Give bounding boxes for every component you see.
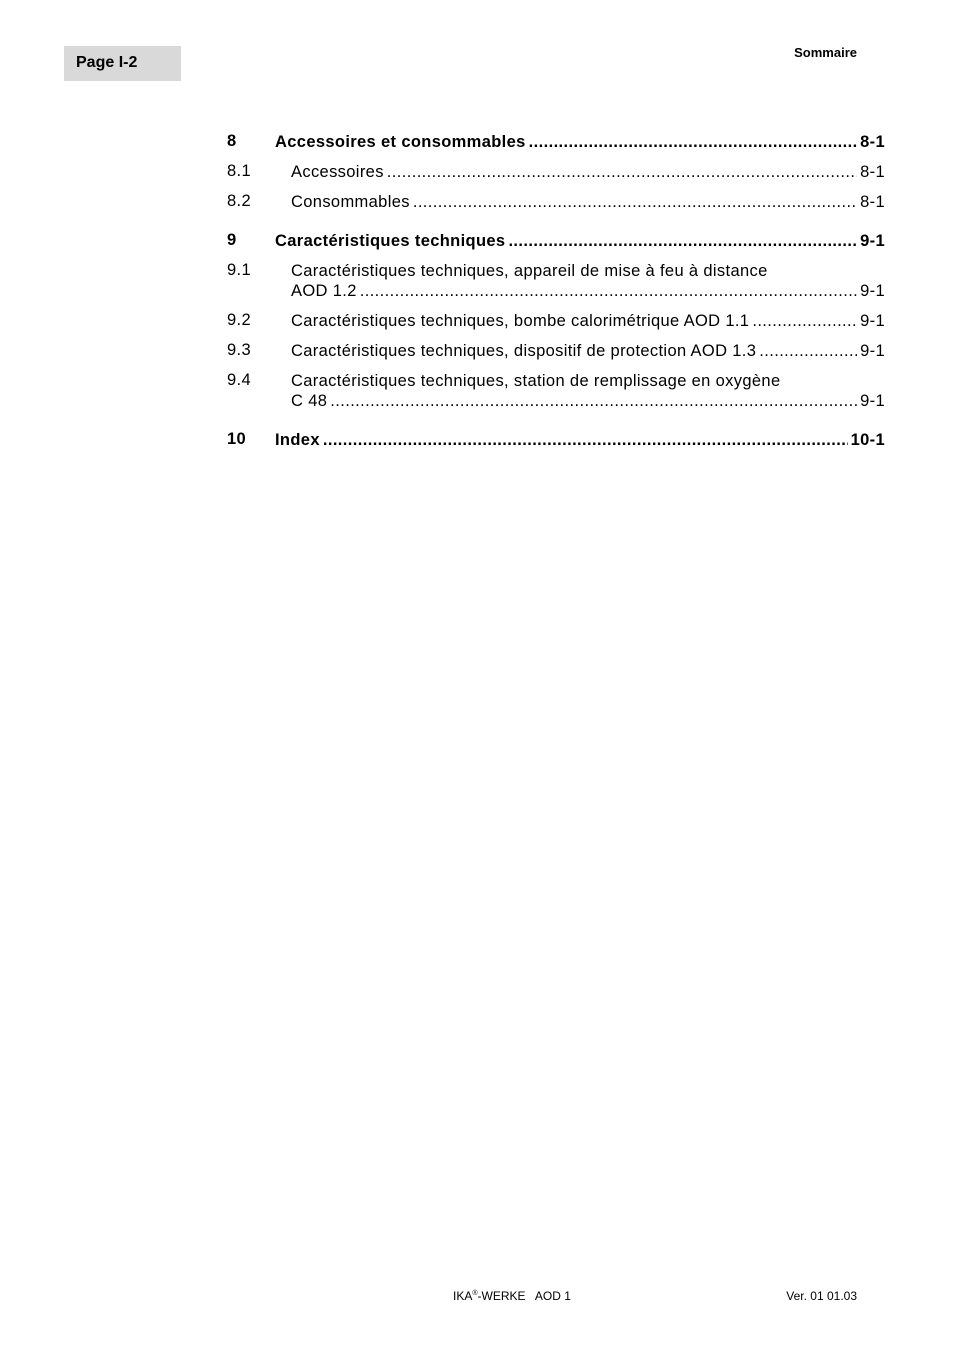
toc-entry[interactable] (227, 132, 885, 152)
toc-entry[interactable] (227, 430, 885, 450)
toc-entry[interactable] (227, 311, 885, 331)
toc-entry-page: 8-1 (860, 133, 885, 151)
toc-entry-title: Caractéristiques techniques, station de remplissage en oxygène (291, 372, 781, 390)
registered-mark: ® (472, 1290, 478, 1297)
toc-entry-number: 10 (227, 430, 247, 448)
dot-leader (330, 391, 857, 411)
toc-entry-number: 9.2 (227, 311, 251, 329)
toc-entry-page: 9-1 (860, 282, 885, 300)
toc-entry[interactable] (227, 231, 885, 251)
toc-entry-title: Accessoires et consommables (275, 133, 526, 151)
dot-leader (508, 231, 857, 251)
toc-entry[interactable] (227, 192, 885, 212)
page-number-label: Page I-2 (64, 46, 181, 81)
section-title: Sommaire (794, 45, 857, 60)
dot-leader (752, 311, 857, 331)
toc-entry-title: Caractéristiques techniques, bombe calorimétrique AOD 1.1 (291, 312, 750, 330)
toc-entry-number: 9.4 (227, 371, 251, 389)
toc-entry[interactable] (227, 341, 885, 361)
toc-entry-number: 9.3 (227, 341, 251, 359)
dot-leader (323, 430, 848, 450)
toc-entry-title: AOD 1.2 (291, 282, 357, 300)
toc-entry-number: 8 (227, 132, 237, 150)
toc-entry-page: 9-1 (860, 232, 885, 250)
toc-entry[interactable] (227, 162, 885, 182)
toc-entry[interactable] (227, 371, 885, 411)
toc-entry-page: 10-1 (850, 431, 885, 449)
toc-entry-number: 8.2 (227, 192, 251, 210)
toc-entry-number: 9.1 (227, 261, 251, 279)
toc-entry-page: 8-1 (860, 193, 885, 211)
dot-leader (529, 132, 857, 152)
table-of-contents (227, 132, 885, 450)
toc-entry-title: Caractéristiques techniques, appareil de mise à feu à distance (291, 262, 768, 280)
toc-entry-title: Consommables (291, 193, 410, 211)
dot-leader (413, 192, 857, 212)
toc-entry-number: 9 (227, 231, 237, 249)
footer-version: Ver. 01 01.03 (786, 1289, 857, 1303)
toc-entry-title: C 48 (291, 392, 328, 410)
dot-leader (387, 162, 857, 182)
footer-product (453, 1289, 571, 1303)
toc-entry-title: Caractéristiques techniques (275, 232, 506, 250)
dot-leader (360, 281, 857, 301)
toc-entry-page: 9-1 (860, 392, 885, 410)
toc-entry-title: Index (275, 431, 320, 449)
footer-brand: IKA (453, 1289, 473, 1303)
toc-entry-number: 8.1 (227, 162, 251, 180)
toc-entry-title: Caractéristiques techniques, dispositif de protection AOD 1.3 (291, 342, 757, 360)
toc-entry-page: 9-1 (860, 342, 885, 360)
dot-leader (759, 341, 857, 361)
toc-entry-title: Accessoires (291, 163, 384, 181)
toc-entry-page: 8-1 (860, 163, 885, 181)
toc-entry-page: 9-1 (860, 312, 885, 330)
toc-entry[interactable] (227, 261, 885, 301)
footer-brand-suffix: -WERKE AOD 1 (477, 1289, 571, 1303)
